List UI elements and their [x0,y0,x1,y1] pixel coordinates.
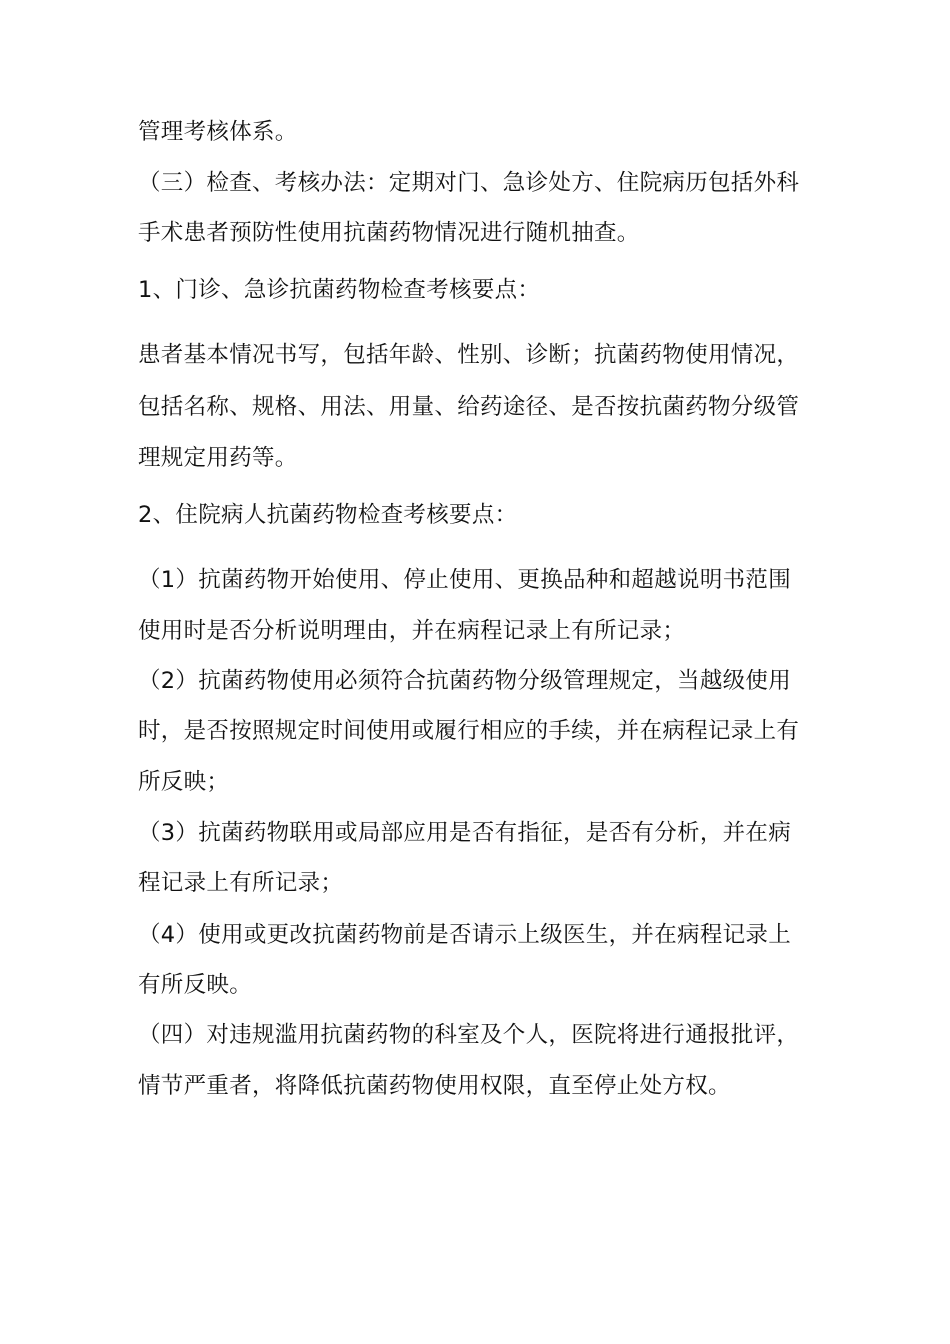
text-line-5: 患者基本情况书写，包括年龄、性别、诊断；抗菌药物使用情况， [138,342,800,368]
text-line-19: 情节严重者，将降低抗菌药物使用权限，直至停止处方权。 [138,1073,731,1099]
text-line-7: 理规定用药等。 [138,445,298,471]
text-line-16: （4）使用或更改抗菌药物前是否请示上级医生，并在病程记录上 [138,922,792,948]
text-line-17: 有所反映。 [138,972,253,998]
text-line-6: 包括名称、规格、用法、用量、给药途径、是否按抗菌药物分级管 [138,394,800,420]
text-line-11: （2）抗菌药物使用必须符合抗菌药物分级管理规定，当越级使用 [138,668,792,694]
text-line-10: 使用时是否分析说明理由，并在病程记录上有所记录； [138,618,686,644]
text-line-2: （三）检查、考核办法：定期对门、急诊处方、住院病历包括外科 [138,170,800,196]
text-line-12: 时，是否按照规定时间使用或履行相应的手续，并在病程记录上有 [138,718,800,744]
text-line-18: （四）对违规滥用抗菌药物的科室及个人，医院将进行通报批评， [138,1022,800,1048]
text-line-1: 管理考核体系。 [138,119,298,145]
text-line-4: 1、门诊、急诊抗菌药物检查考核要点： [138,277,541,303]
text-line-8: 2、住院病人抗菌药物检查考核要点： [138,502,518,528]
text-line-15: 程记录上有所记录； [138,870,344,896]
text-line-3: 手术患者预防性使用抗菌药物情况进行随机抽查。 [138,220,640,246]
text-line-14: （3）抗菌药物联用或局部应用是否有指征，是否有分析，并在病 [138,820,792,846]
text-line-13: 所反映； [138,769,230,795]
text-line-9: （1）抗菌药物开始使用、停止使用、更换品种和超越说明书范围 [138,567,792,593]
